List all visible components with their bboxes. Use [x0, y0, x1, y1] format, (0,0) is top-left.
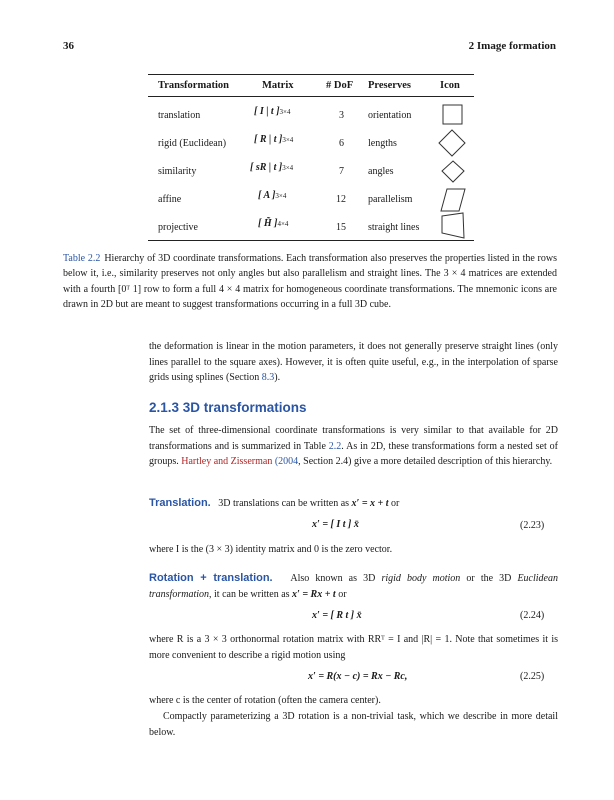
table-link[interactable]: 2.2	[328, 440, 342, 452]
translation-heading: Translation.	[149, 497, 211, 509]
parallelogram-icon	[439, 186, 467, 214]
row-rigid-matrix: [ R | t ]3×4	[254, 134, 294, 145]
page-number: 36	[63, 40, 74, 52]
rotation-where: where R is a 3 × 3 orthonormal rotation matrix with RRᵀ = I and |R| = 1. Note that sometimes it is more convenient to describe a rigid motion using	[149, 634, 558, 661]
square-icon	[439, 101, 467, 129]
row-projective-name: projective	[158, 222, 198, 233]
paragraph-translation: Translation. 3D translations can be written as x′ = x + t or	[149, 497, 400, 509]
citation-year-link[interactable]: (2004	[274, 456, 299, 468]
paragraph-3d-intro: The set of three-dimensional coordinate transformations is very similar to that available for 2D transformations and is summarized in Table 2.2. As in 2D, these transformations form a nested set of groups. Hartley and Zisserman (2004, Section 2.4) give a more detailed description of this hierarchy.	[149, 425, 558, 468]
row-translation-matrix: [ I | t ]3×4	[254, 106, 291, 117]
table-bottom-rule	[148, 240, 474, 241]
col-header-preserves: Preserves	[368, 80, 411, 91]
quadrilateral-icon	[439, 212, 467, 240]
table-header-rule	[148, 96, 474, 97]
col-header-transformation: Transformation	[158, 80, 229, 91]
row-affine-name: affine	[158, 194, 182, 205]
row-similarity-name: similarity	[158, 166, 197, 177]
row-affine-dof: 12	[336, 194, 346, 205]
equation-number-2-25: (2.25)	[520, 671, 545, 682]
equation-2-23: x′ = [ I t ] x̄	[312, 519, 359, 530]
rotated-square-icon	[438, 129, 466, 157]
col-header-icon: Icon	[440, 80, 460, 91]
small-rotated-square-icon	[440, 159, 468, 187]
row-similarity-dof: 7	[339, 166, 344, 177]
row-rigid-name: rigid (Euclidean)	[158, 138, 227, 149]
col-header-dof: # DoF	[326, 80, 354, 91]
section-link[interactable]: 8.3	[261, 372, 275, 384]
row-affine-matrix: [ A ]3×4	[258, 190, 287, 201]
caption-text: Hierarchy of 3D coordinate transformations. Each transformation also preserves the properties listed in the rows below it, i.e., similarity preserves not only angles but also parallelism and straight lines. The 3 × 4 matrices are extended with a fourth [0ᵀ 1] row to form a full 4 × 4 matrix for homogeneous coordinate transformations. The mnemonic icons are drawn in 2D but are meant to suggest transformations occurring in a full 3D cube.	[63, 253, 557, 310]
row-rigid-preserves: lengths	[368, 138, 397, 149]
rotation-heading: Rotation + translation.	[149, 572, 273, 584]
paragraph-rotation: Rotation + translation. Also known as 3D rigid body motion or the 3D Euclidean transformation, it can be written as x′ = Rx + t or	[149, 572, 558, 600]
row-similarity-matrix: [ sR | t ]3×4	[250, 162, 294, 173]
citation-link[interactable]: Hartley and Zisserman	[181, 456, 273, 468]
table-caption	[63, 251, 557, 312]
translation-where: where I is the (3 × 3) identity matrix and 0 is the zero vector.	[149, 544, 393, 555]
row-similarity-preserves: angles	[368, 166, 394, 177]
table-top-rule	[148, 74, 474, 75]
paragraph-deformation: the deformation is linear in the motion parameters, it does not generally preserve straight lines (only lines parallel to the square axes). However, it is often quite useful, e.g., in the interpolation of sparse grids using splines (Section 8.3).	[149, 341, 558, 384]
col-header-matrix: Matrix	[262, 80, 294, 91]
equation-number-2-23: (2.23)	[520, 520, 545, 531]
row-translation-name: translation	[158, 110, 201, 121]
rotation-center-note: where c is the center of rotation (often the camera center).	[149, 695, 381, 706]
equation-2-25: x′ = R(x − c) = Rx − Rc,	[308, 671, 408, 682]
row-projective-matrix: [ H̃ ]4×4	[258, 218, 289, 229]
row-translation-dof: 3	[339, 110, 344, 121]
row-rigid-dof: 6	[339, 138, 344, 149]
section-title: 2.1.3 3D transformations	[149, 400, 307, 415]
row-translation-preserves: orientation	[368, 110, 412, 121]
caption-label: Table 2.2	[63, 253, 101, 264]
rotation-param-note: Compactly parameterizing a 3D rotation is a non-trivial task, which we describe in more detail below.	[149, 711, 558, 738]
equation-number-2-24: (2.24)	[520, 610, 545, 621]
chapter-heading: 2 Image formation	[468, 40, 556, 52]
row-projective-dof: 15	[336, 222, 346, 233]
equation-2-24: x′ = [ R t ] x̄	[312, 610, 362, 621]
row-affine-preserves: parallelism	[368, 194, 413, 205]
row-projective-preserves: straight lines	[368, 222, 420, 233]
